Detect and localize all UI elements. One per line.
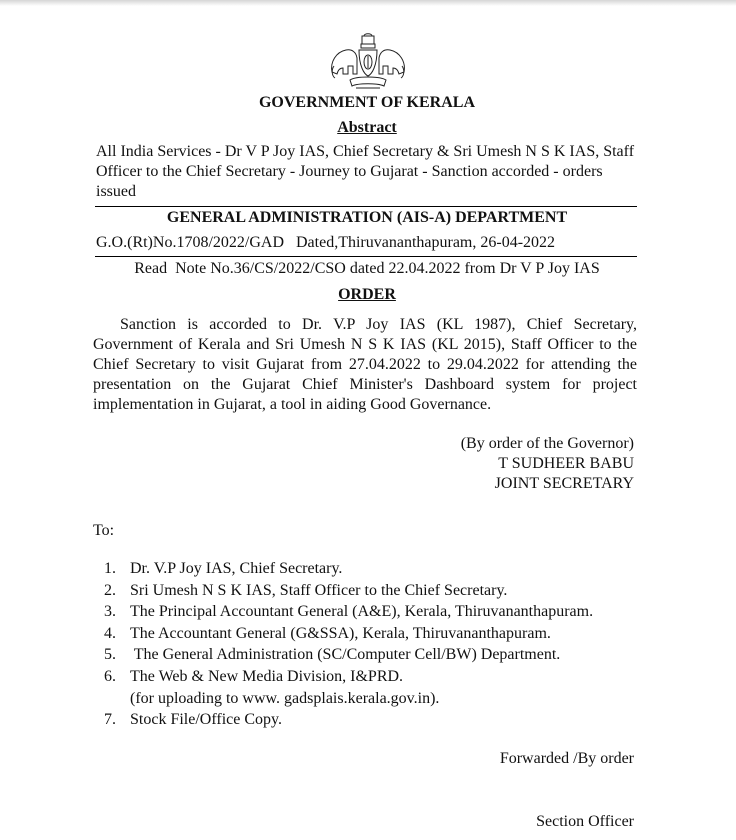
list-text: Sri Umesh N S K IAS, Staff Officer to the Chief Secretary.: [130, 581, 508, 599]
list-number: 5.: [104, 646, 116, 664]
order-heading: ORDER: [338, 286, 396, 303]
order-body: Sanction is accorded to Dr. V.P Joy IAS (KL 1987), Chief Secretary, Government of Kerala and Sri Umesh N S K IAS (KL 2015), Staff Officer to the Chief Secretary to visit Gujarat from 27.04.2022 to 29.04.2022 for attending the presentation on the Gujarat Chief Minister's Dashboard system for project implementation in Gujarat, a tool in aiding Good Governance.: [93, 316, 637, 413]
list-item: [104, 644, 593, 666]
list-number: 7.: [104, 711, 116, 729]
department-heading: GENERAL ADMINISTRATION (AIS-A) DEPARTMENT: [166, 209, 568, 226]
list-item-continuation: (for uploading to www. gadsplais.kerala.gov.in).: [130, 689, 440, 707]
section-officer: Section Officer: [536, 813, 634, 830]
recipients-list: [104, 558, 593, 731]
government-heading: GOVERNMENT OF KERALA: [258, 94, 475, 111]
list-text: The Accountant General (G&SSA), Kerala, Thiruvananthapuram.: [130, 624, 551, 642]
list-text: The Web & New Media Division, I&PRD.: [130, 667, 404, 685]
forwarded-by-order: Forwarded /By order: [499, 750, 634, 767]
list-text: Stock File/Office Copy.: [130, 711, 282, 729]
list-number: 4.: [104, 624, 116, 642]
list-item: [104, 709, 593, 731]
list-text: Dr. V.P Joy IAS, Chief Secretary.: [130, 560, 343, 577]
signatory-name: T SUDHEER BABU: [498, 455, 634, 472]
list-item: [104, 580, 593, 602]
go-reference-line: [96, 234, 638, 252]
list-number: 6.: [104, 667, 116, 685]
list-item: [104, 623, 593, 645]
list-number: 3.: [104, 603, 116, 621]
go-dated: Dated,Thiruvananthapuram, 26-04-2022: [296, 234, 556, 251]
go-number: G.O.(Rt)No.1708/2022/GAD: [96, 234, 284, 251]
list-item: [104, 601, 593, 623]
abstract-subject: All India Services - Dr V P Joy IAS, Chief Secretary & Sri Umesh N S K IAS, Staff Officer to the Chief Secretary - Journey to Gujarat - Sanction accorded - orders issued: [96, 143, 635, 200]
divider: [95, 206, 637, 207]
list-text: The Principal Accountant General (A&E), Kerala, Thiruvananthapuram.: [130, 603, 594, 621]
list-item: [104, 558, 593, 580]
recipients-label: To:: [93, 522, 115, 539]
list-text: The General Administration (SC/Computer Cell/BW) Department.: [130, 646, 561, 664]
list-number: 2.: [104, 581, 116, 599]
by-order-line: (By order of the Governor): [460, 435, 634, 452]
divider: [95, 256, 637, 257]
abstract-heading: Abstract: [337, 119, 397, 136]
kerala-state-emblem-icon: [326, 32, 410, 92]
read-reference: Read Note No.36/CS/2022/CSO dated 22.04.2022 from Dr V P Joy IAS: [134, 260, 600, 277]
list-item: [104, 666, 593, 688]
signatory-designation: JOINT SECRETARY: [494, 475, 634, 492]
list-number: 1.: [104, 560, 116, 577]
